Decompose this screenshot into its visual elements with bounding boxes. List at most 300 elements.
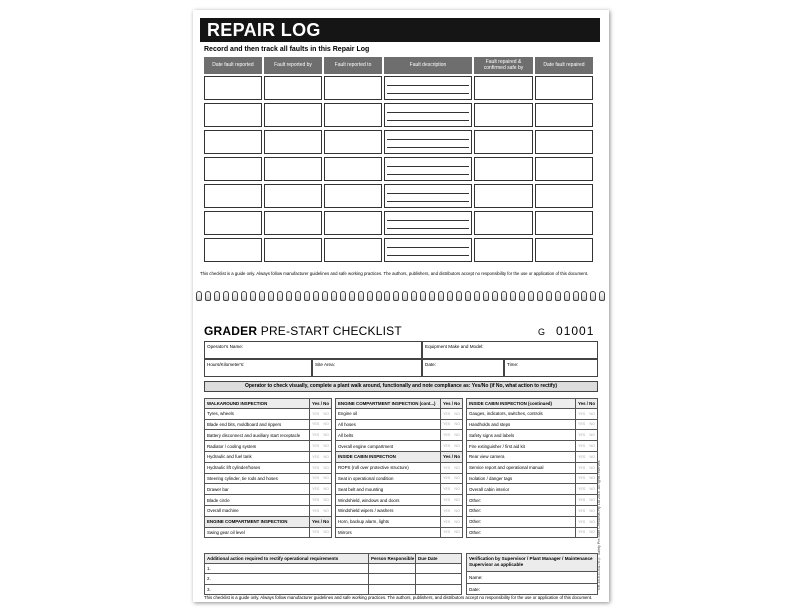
binding-ring [223, 291, 229, 301]
person-responsible-cell[interactable] [369, 564, 416, 574]
no-option[interactable]: NO [589, 454, 595, 459]
no-option[interactable]: NO [454, 508, 460, 513]
description-line [387, 174, 469, 175]
yes-option[interactable]: YES [312, 454, 320, 459]
repair-log-cell[interactable] [324, 211, 382, 235]
yes-no-checkbox[interactable] [309, 430, 331, 440]
yes-no-checkbox[interactable] [309, 409, 331, 419]
yes-option[interactable]: YES [443, 465, 451, 470]
checklist-item-label: Other: [469, 497, 482, 503]
repair-log-cell[interactable] [535, 130, 593, 154]
repair-log-cell[interactable] [535, 211, 593, 235]
section-title: INSIDE CABIN INSPECTION [338, 454, 396, 460]
checklist-item [204, 474, 332, 485]
description-line [387, 247, 469, 248]
repair-log-cell[interactable] [204, 184, 262, 208]
repair-log-cell[interactable] [204, 238, 262, 262]
yes-option[interactable]: YES [312, 433, 320, 438]
binding-ring [313, 291, 319, 301]
checklist-item [204, 452, 332, 463]
binding-ring [286, 291, 292, 301]
time-field[interactable]: Time: [504, 359, 598, 377]
binding-ring [429, 291, 435, 301]
no-option[interactable]: NO [454, 519, 460, 524]
operator-name-field[interactable]: Operator's Name: [204, 341, 422, 359]
action-header-cell: Additional action required to rectify operational requirements [205, 554, 369, 563]
action-description-cell[interactable]: 2. [205, 574, 369, 584]
no-option[interactable]: NO [589, 487, 595, 492]
yes-no-checkbox[interactable] [575, 463, 597, 473]
repair-log-column-header: Fault reported by [264, 57, 322, 74]
yes-no-checkbox[interactable] [575, 474, 597, 484]
binding-ring [411, 291, 417, 301]
yes-no-checkbox[interactable] [440, 430, 462, 440]
checklist-item-label: Fire extinguisher / first aid kit [469, 443, 525, 449]
repair-log-cell[interactable] [474, 211, 533, 235]
checklist-item-label: Service report and operational manual [469, 465, 544, 471]
repair-log-column-header: Date fault repaired [535, 57, 593, 74]
repair-log-cell[interactable] [324, 238, 382, 262]
yes-no-checkbox[interactable] [575, 409, 597, 419]
checklist-item-label: Overall engine compartment [338, 443, 394, 449]
binding-ring [250, 291, 256, 301]
binding-ring [537, 291, 543, 301]
fault-description-cell[interactable] [384, 103, 472, 127]
binding-ring [599, 291, 605, 301]
person-responsible-cell[interactable] [369, 574, 416, 584]
no-option[interactable]: NO [589, 422, 595, 427]
yes-option[interactable]: YES [578, 433, 586, 438]
no-option[interactable]: NO [454, 433, 460, 438]
yes-option[interactable]: YES [578, 454, 586, 459]
no-option[interactable]: NO [323, 476, 329, 481]
repair-log-cell[interactable] [204, 157, 262, 181]
no-option[interactable]: NO [323, 433, 329, 438]
checklist-item [204, 430, 332, 441]
description-line [387, 166, 469, 167]
fault-description-cell[interactable] [384, 211, 472, 235]
checklist-item [466, 506, 598, 517]
binding-ring [367, 291, 373, 301]
description-line [387, 193, 469, 194]
checklist-item-label: Rear view camera [469, 454, 505, 460]
repair-log-cell[interactable] [324, 76, 382, 100]
yes-no-checkbox[interactable] [575, 517, 597, 527]
checklist-item [335, 430, 463, 441]
action-description-cell[interactable]: 1. [205, 564, 369, 574]
yes-no-checkbox[interactable] [575, 506, 597, 516]
yes-no-header: Yes / No [440, 452, 462, 462]
action-row [204, 564, 462, 575]
no-option[interactable]: NO [589, 465, 595, 470]
binding-ring [259, 291, 265, 301]
no-option[interactable]: NO [323, 487, 329, 492]
binding-ring [205, 291, 211, 301]
checklist-item-label: Other: [469, 519, 482, 525]
yes-no-checkbox[interactable] [575, 430, 597, 440]
no-option[interactable]: NO [589, 411, 595, 416]
verification-name-field[interactable]: Name: [467, 572, 597, 584]
binding-ring [331, 291, 337, 301]
repair-log-cell[interactable] [324, 184, 382, 208]
no-option[interactable]: NO [323, 444, 329, 449]
due-date-cell[interactable] [416, 574, 461, 584]
repair-log-cell[interactable] [204, 130, 262, 154]
repair-log-cell[interactable] [474, 76, 533, 100]
serial-value: 01001 [556, 324, 595, 338]
yes-no-checkbox[interactable] [575, 420, 597, 430]
repair-log-column-header: Fault description [384, 57, 472, 74]
binding-ring [384, 291, 390, 301]
checklist-item [466, 420, 598, 431]
checklist-item-label: Mirrors [338, 529, 352, 535]
section-title: ENGINE COMPARTMENT INSPECTION [207, 519, 288, 525]
checklist-item [204, 484, 332, 495]
yes-no-checkbox[interactable] [309, 474, 331, 484]
section-title: INSIDE CABIN INSPECTION (continued) [469, 400, 552, 406]
yes-option[interactable]: YES [312, 498, 320, 503]
yes-option[interactable]: YES [443, 487, 451, 492]
no-option[interactable]: NO [589, 476, 595, 481]
checklist-item-label: ROPS (roll over protective structure) [338, 465, 409, 471]
no-option[interactable]: NO [323, 411, 329, 416]
yes-no-checkbox[interactable] [309, 484, 331, 494]
checklist-item-label: Gauges, indicators, switches, controls [469, 411, 543, 417]
section-title: ENGINE COMPARTMENT INSPECTION (cont...) [338, 400, 436, 406]
yes-option[interactable]: YES [578, 444, 586, 449]
binding-ring [492, 291, 498, 301]
checklist-item [335, 420, 463, 431]
no-option[interactable]: NO [454, 487, 460, 492]
checklist-column-1 [204, 398, 332, 538]
action-header-row [204, 553, 462, 564]
no-option[interactable]: NO [454, 476, 460, 481]
action-row [204, 585, 462, 596]
repair-log-cell[interactable] [474, 130, 533, 154]
yes-no-header: Yes / No [440, 399, 462, 408]
yes-no-checkbox[interactable] [309, 420, 331, 430]
due-date-cell[interactable] [416, 564, 461, 574]
repair-log-title: REPAIR LOG [200, 18, 600, 42]
repair-log-column-header: Fault repaired & confirmed safe by [474, 57, 533, 74]
binding-ring [528, 291, 534, 301]
checklist-item-label: Hydraulic lift cylinder/hoses [207, 465, 261, 471]
yes-no-checkbox[interactable] [440, 484, 462, 494]
no-option[interactable]: NO [323, 530, 329, 535]
repair-log-column-header: Date fault reported [204, 57, 262, 74]
due-date-cell[interactable] [416, 585, 461, 595]
checklist-item [335, 474, 463, 485]
repair-log-cell[interactable] [264, 157, 322, 181]
repair-log-cell[interactable] [324, 130, 382, 154]
yes-no-checkbox[interactable] [440, 528, 462, 538]
serial-prefix: G [538, 327, 547, 337]
section-header [204, 398, 332, 409]
checklist-item-label: Other: [469, 508, 482, 514]
binding-ring [465, 291, 471, 301]
repair-log-cell[interactable] [264, 184, 322, 208]
yes-no-checkbox[interactable] [575, 441, 597, 451]
yes-option[interactable]: YES [312, 465, 320, 470]
description-line [387, 228, 469, 229]
checklist-item [466, 528, 598, 539]
checklist-item [466, 484, 598, 495]
yes-no-checkbox[interactable] [309, 495, 331, 505]
yes-option[interactable]: YES [443, 433, 451, 438]
yes-no-checkbox[interactable] [440, 463, 462, 473]
repair-log-cell[interactable] [474, 103, 533, 127]
repair-log-cell[interactable] [535, 184, 593, 208]
checklist-item [204, 441, 332, 452]
checklist-item-label: Windshield wipers / washers [338, 508, 394, 514]
yes-option[interactable]: YES [578, 498, 586, 503]
yes-no-checkbox[interactable] [309, 463, 331, 473]
yes-option[interactable]: YES [443, 411, 451, 416]
yes-no-checkbox[interactable] [575, 528, 597, 538]
yes-no-header: Yes / No [309, 399, 331, 408]
checklist-item-label: Hydraulic and fuel tank [207, 454, 252, 460]
repair-log-cell[interactable] [324, 157, 382, 181]
checklist-item [466, 474, 598, 485]
checklist-item [204, 528, 332, 539]
description-line [387, 120, 469, 121]
action-description-cell[interactable]: 3. [205, 585, 369, 595]
checklist-item [204, 420, 332, 431]
yes-option[interactable]: YES [312, 476, 320, 481]
checklist-item [335, 528, 463, 539]
yes-option[interactable]: YES [443, 519, 451, 524]
repair-log-cell[interactable] [474, 157, 533, 181]
yes-no-checkbox[interactable] [440, 517, 462, 527]
yes-option[interactable]: YES [578, 487, 586, 492]
description-line [387, 255, 469, 256]
no-option[interactable]: NO [323, 498, 329, 503]
yes-no-checkbox[interactable] [575, 484, 597, 494]
no-option[interactable]: NO [589, 498, 595, 503]
fault-description-cell[interactable] [384, 184, 472, 208]
section-header [466, 398, 598, 409]
repair-log-cell[interactable] [264, 238, 322, 262]
no-option[interactable]: NO [589, 530, 595, 535]
instruction-banner: Operator to check visually, complete a plant walk around, functionally and note compliance as: Yes/No (if No, what action to rectify) [204, 381, 598, 392]
checklist-item [466, 495, 598, 506]
checklist-item-label: Overall cabin interior [469, 486, 510, 492]
description-line [387, 201, 469, 202]
repair-log-cell[interactable] [535, 103, 593, 127]
description-line [387, 147, 469, 148]
no-option[interactable]: NO [323, 465, 329, 470]
yes-no-checkbox[interactable] [575, 495, 597, 505]
equipment-model-field[interactable]: Equipment Make and Model: [422, 341, 598, 359]
yes-option[interactable]: YES [578, 508, 586, 513]
verification-date-field[interactable]: Date: [469, 586, 480, 592]
no-option[interactable]: NO [323, 422, 329, 427]
section-header [335, 398, 463, 409]
yes-no-header: Yes / No [309, 517, 331, 527]
binding-ring [483, 291, 489, 301]
yes-option[interactable]: YES [578, 530, 586, 535]
repair-log-cell[interactable] [535, 76, 593, 100]
repair-log-cell[interactable] [474, 184, 533, 208]
side-copyright: GR-16-6-G-01176 © Safety Pre-Start Checklists Pty Ltd 2016. All rights reserved. [597, 459, 601, 590]
no-option[interactable]: NO [589, 519, 595, 524]
checklist-item-label: Safety signs and labels [469, 432, 515, 438]
description-line [387, 220, 469, 221]
binding-ring [304, 291, 310, 301]
fault-description-cell[interactable] [384, 130, 472, 154]
action-row [204, 574, 462, 585]
checklist-item-label: Other: [469, 529, 482, 535]
checklist-item [335, 441, 463, 452]
yes-option[interactable]: YES [312, 411, 320, 416]
binding-ring [295, 291, 301, 301]
no-option[interactable]: NO [454, 530, 460, 535]
repair-log-cell[interactable] [204, 211, 262, 235]
checklist-item-label: Tyres, wheels [207, 411, 234, 417]
binding-ring [349, 291, 355, 301]
repair-log-cell[interactable] [474, 238, 533, 262]
binding-ring [438, 291, 444, 301]
checklist-disclaimer: This checklist is a guide only. Always follow manufacturer guidelines and safe working practices. The authors, publishers, and distributors accept no responsibility for the use or application of this document. [204, 595, 593, 600]
no-option[interactable]: NO [454, 444, 460, 449]
yes-no-checkbox[interactable] [309, 528, 331, 538]
yes-no-checkbox[interactable] [440, 506, 462, 516]
checklist-title-rest: PRE-START CHECKLIST [257, 324, 402, 338]
spiral-binding [193, 291, 609, 303]
yes-option[interactable]: YES [443, 530, 451, 535]
binding-ring [519, 291, 525, 301]
binding-ring [420, 291, 426, 301]
binding-ring [340, 291, 346, 301]
fault-description-cell[interactable] [384, 76, 472, 100]
yes-option[interactable]: YES [578, 422, 586, 427]
yes-option[interactable]: YES [578, 476, 586, 481]
binding-ring [376, 291, 382, 301]
checklist-item-label: Blade circle [207, 497, 230, 503]
section-header [335, 452, 463, 463]
yes-option[interactable]: YES [443, 422, 451, 427]
yes-option[interactable]: YES [443, 508, 451, 513]
no-option[interactable]: NO [323, 508, 329, 513]
checklist-item [466, 463, 598, 474]
yes-option[interactable]: YES [578, 465, 586, 470]
repair-log-cell[interactable] [204, 103, 262, 127]
checklist-item-label: Isolation / danger tags [469, 475, 513, 481]
binding-ring [196, 291, 202, 301]
fault-description-cell[interactable] [384, 157, 472, 181]
checklist-item-label: Seat belt and mounting [338, 486, 384, 492]
checklist-item-label: All hoses [338, 421, 356, 427]
yes-option[interactable]: YES [443, 498, 451, 503]
checklist-column-2 [335, 398, 463, 538]
yes-option[interactable]: YES [312, 444, 320, 449]
binding-ring [241, 291, 247, 301]
no-option[interactable]: NO [454, 422, 460, 427]
checklist-item-label: Swing gear oil level [207, 529, 245, 535]
yes-option[interactable]: YES [312, 530, 320, 535]
section-header [204, 517, 332, 528]
no-option[interactable]: NO [454, 498, 460, 503]
checklist-item-label: Windshield, windows and doors [338, 497, 400, 503]
checklist-item [204, 463, 332, 474]
fault-description-cell[interactable] [384, 238, 472, 262]
repair-log-cell[interactable] [264, 211, 322, 235]
yes-option[interactable]: YES [312, 487, 320, 492]
yes-option[interactable]: YES [578, 519, 586, 524]
yes-option[interactable]: YES [443, 476, 451, 481]
binding-ring [474, 291, 480, 301]
site-area-field[interactable]: Site Area: [312, 359, 422, 377]
repair-log-cell[interactable] [535, 157, 593, 181]
repair-log-cell[interactable] [264, 76, 322, 100]
yes-no-checkbox[interactable] [309, 452, 331, 462]
yes-option[interactable]: YES [443, 444, 451, 449]
verification-box [466, 553, 598, 595]
binding-ring [277, 291, 283, 301]
binding-ring [590, 291, 596, 301]
yes-no-header: Yes / No [575, 399, 597, 408]
binding-ring [546, 291, 552, 301]
binding-ring [447, 291, 453, 301]
yes-no-checkbox[interactable] [440, 474, 462, 484]
no-option[interactable]: NO [454, 465, 460, 470]
no-option[interactable]: NO [589, 508, 595, 513]
no-option[interactable]: NO [589, 444, 595, 449]
yes-option[interactable]: YES [312, 508, 320, 513]
checklist-title-machine: GRADER [204, 324, 258, 338]
checklist-item [335, 506, 463, 517]
yes-no-checkbox[interactable] [440, 420, 462, 430]
person-responsible-cell[interactable] [369, 585, 416, 595]
no-option[interactable]: NO [454, 411, 460, 416]
repair-log-subtitle: Record and then track all faults in this Repair Log [204, 46, 370, 53]
repair-log-cell[interactable] [264, 103, 322, 127]
no-option[interactable]: NO [323, 454, 329, 459]
repair-log-cell[interactable] [264, 130, 322, 154]
repair-log-cell[interactable] [204, 76, 262, 100]
repair-log-disclaimer: This checklist is a guide only. Always follow manufacturer guidelines and safe working practices. The authors, publishers, and distributors accept no responsibility for the use or application of this document. [200, 271, 589, 276]
yes-no-checkbox[interactable] [575, 452, 597, 462]
checklist-item [335, 463, 463, 474]
repair-log-cell[interactable] [535, 238, 593, 262]
yes-no-checkbox[interactable] [309, 441, 331, 451]
hours-field[interactable]: Hours/Kilometer's: [204, 359, 312, 377]
checklist-item-label: Steering cylinder, tie rods and hoses [207, 475, 278, 481]
binding-ring [393, 291, 399, 301]
repair-log-cell[interactable] [324, 103, 382, 127]
date-field[interactable]: Date: [422, 359, 504, 377]
yes-option[interactable]: YES [312, 422, 320, 427]
action-header-cell: Person Responsible [371, 555, 415, 561]
yes-no-checkbox[interactable] [440, 441, 462, 451]
checklist-item [335, 517, 463, 528]
binding-ring [573, 291, 579, 301]
serial-number [538, 324, 594, 338]
binding-ring [232, 291, 238, 301]
no-option[interactable]: NO [589, 433, 595, 438]
checklist-column-3 [466, 398, 598, 538]
repair-log-column-header: Fault reported to [324, 57, 382, 74]
yes-no-checkbox[interactable] [440, 409, 462, 419]
action-header-cell: Due Date [418, 555, 438, 561]
checklist-item-label: All belts [338, 432, 354, 438]
checklist-item-label: Handholds and steps [469, 421, 511, 427]
yes-no-checkbox[interactable] [440, 495, 462, 505]
yes-no-checkbox[interactable] [309, 506, 331, 516]
binding-ring [214, 291, 220, 301]
yes-option[interactable]: YES [578, 411, 586, 416]
description-line [387, 93, 469, 94]
